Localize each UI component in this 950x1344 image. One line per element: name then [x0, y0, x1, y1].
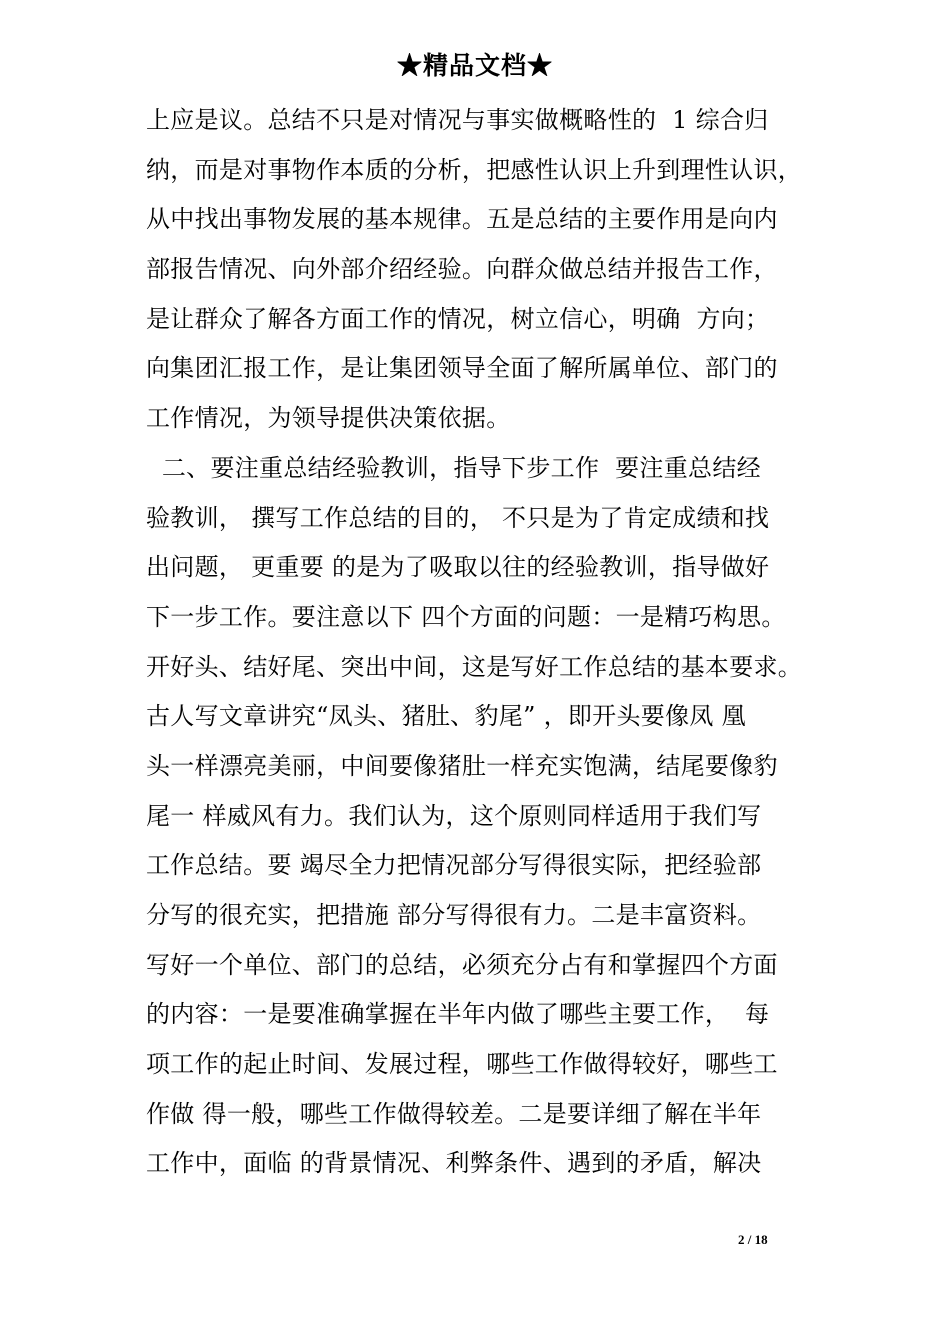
- text-line: 工作中，面临 的背景情况、利弊条件、遇到的矛盾，解决: [146, 1149, 762, 1178]
- text-line: 下一步工作。要注意以下 四个方面的问题：一是精巧构思。: [146, 602, 786, 631]
- text-line: 上应是议。总结不只是对情况与事实做概略性的 1 综合归: [146, 106, 769, 134]
- document-body: [146, 96, 816, 1189]
- text-line: 向集团汇报工作，是让集团领导全面了解所属单位、部门的: [146, 354, 778, 383]
- text-line: 分写的很充实，把措施 部分写得很有力。二是丰富资料。: [146, 901, 762, 929]
- text-line: 开好头、结好尾、突出中间，这是写好工作总结的基本要求。: [146, 652, 803, 681]
- text-line: 从中找出事物发展的基本规律。五是总结的主要作用是向内: [146, 205, 778, 234]
- text-line: 工作总结。要 竭尽全力把情况部分写得很实际，把经验部: [146, 851, 762, 880]
- text-line: 作做 得一般，哪些工作做得较差。二是要详细了解在半年: [146, 1099, 762, 1128]
- document-header-title: ★精品文档★: [396, 51, 553, 80]
- text-line: 尾一 样威风有力。我们认为，这个原则同样适用于我们写: [146, 801, 762, 830]
- text-line: 工作情况，为领导提供决策依据。: [146, 404, 511, 433]
- text-line: 出问题， 更重要 的是为了吸取以往的经验教训，指导做好: [146, 553, 770, 582]
- text-line: 的内容：一是要准确掌握在半年内做了哪些主要工作， 每: [146, 1000, 770, 1029]
- text-line: 验教训， 撰写工作总结的目的， 不只是为了肯定成绩和找: [146, 503, 770, 532]
- text-line: 二、要注重总结经验教训，指导下步工作 要注重总结经: [146, 453, 761, 482]
- text-line: 古人写文章讲究“凤头、猪肚、豹尾” ，即开头要像凤 凰: [146, 702, 746, 731]
- text-line: 部报告情况、向外部介绍经验。向群众做总结并报告工作，: [146, 255, 778, 284]
- text-line: 纳，而是对事物作本质的分析，把感性认识上升到理性认识，: [146, 155, 803, 184]
- text-line: 是让群众了解各方面工作的情况，树立信心，明确 方向；: [146, 304, 770, 333]
- text-line: 写好一个单位、部门的总结，必须充分占有和掌握四个方面: [146, 950, 778, 979]
- page-number: 2 / 18: [738, 1232, 768, 1247]
- text-line: 头一样漂亮美丽，中间要像猪肚一样充实饱满，结尾要像豹: [146, 751, 778, 780]
- text-line: 项工作的起止时间、发展过程，哪些工作做得较好，哪些工: [146, 1050, 778, 1079]
